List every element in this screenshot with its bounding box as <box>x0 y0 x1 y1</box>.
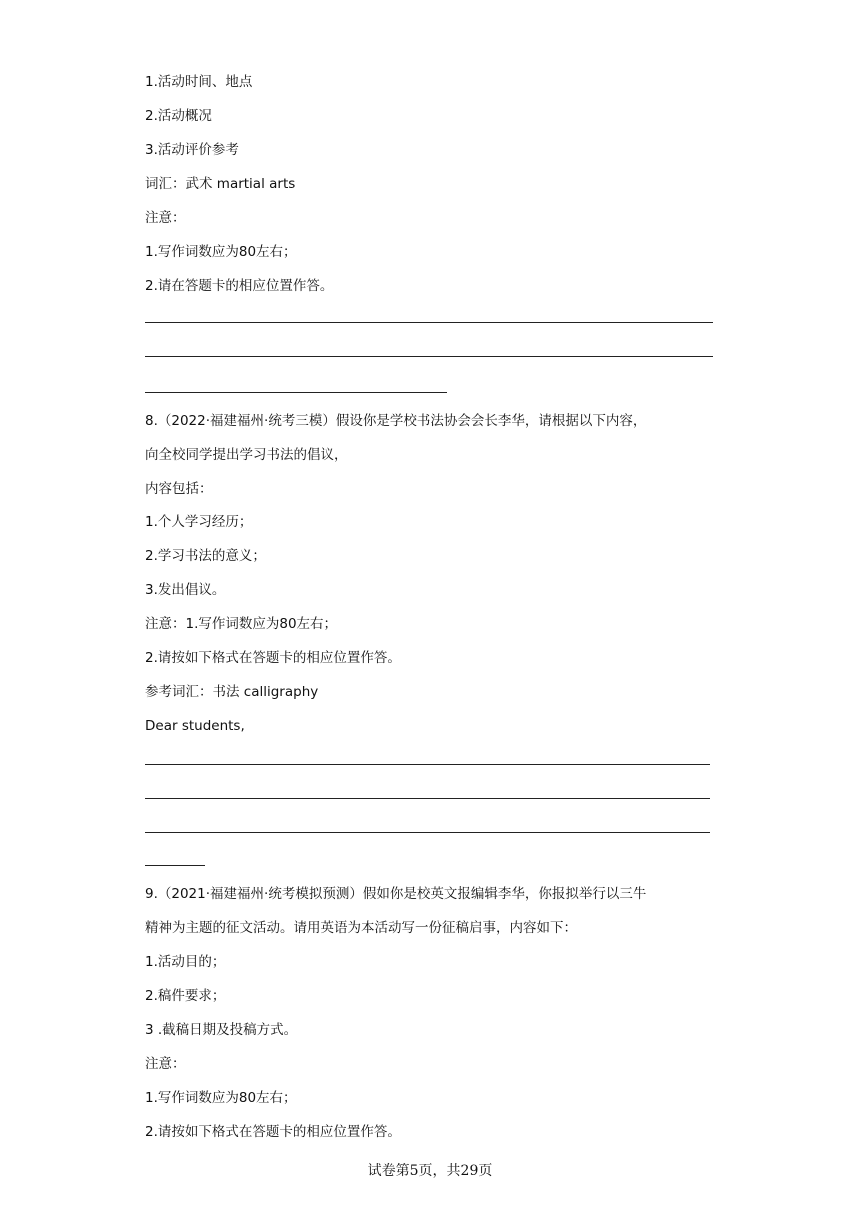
vocabulary-line: 词汇：武术 martial arts <box>145 176 296 192</box>
text-line: 向全校同学提出学习书法的倡议， <box>145 447 348 463</box>
answer-line <box>145 865 205 866</box>
greeting-line: Dear students, <box>145 718 245 734</box>
text-line: 注意：1.写作词数应为80左右； <box>145 616 338 632</box>
answer-line <box>145 356 713 357</box>
text-line: 2.学习书法的意义； <box>145 548 266 564</box>
question-9-title: 9.（2021·福建福州·统考模拟预测）假如你是校英文报编辑李华，你报拟举行以三牛 <box>145 886 647 902</box>
text-line: 1.活动目的； <box>145 954 226 970</box>
answer-line <box>145 832 710 833</box>
answer-line <box>145 392 447 393</box>
answer-line <box>145 798 710 799</box>
text-line: 2.请按如下格式在答题卡的相应位置作答。 <box>145 1124 401 1140</box>
text-line: 2.活动概况 <box>145 108 212 124</box>
text-line: 3 .截稿日期及投稿方式。 <box>145 1022 298 1038</box>
text-line: 注意： <box>145 1056 186 1072</box>
text-line: 2.请在答题卡的相应位置作答。 <box>145 278 334 294</box>
text-line: 精神为主题的征文活动。请用英语为本活动写一份征稿启事，内容如下： <box>145 920 577 936</box>
text-line: 2.请按如下格式在答题卡的相应位置作答。 <box>145 650 401 666</box>
vocabulary-line: 参考词汇：书法 calligraphy <box>145 684 319 700</box>
answer-line <box>145 322 713 323</box>
text-line: 2.稿件要求； <box>145 988 226 1004</box>
text-line: 1.写作词数应为80左右； <box>145 244 297 260</box>
question-8-title: 8.（2022·福建福州·统考三模）假设你是学校书法协会会长李华，请根据以下内容， <box>145 413 647 429</box>
text-line: 1.写作词数应为80左右； <box>145 1090 297 1106</box>
text-line: 注意： <box>145 210 186 226</box>
text-line: 内容包括： <box>145 481 213 497</box>
answer-line <box>145 764 710 765</box>
text-line: 1.个人学习经历； <box>145 514 253 530</box>
text-line: 1.活动时间、地点 <box>145 74 253 90</box>
text-line: 3.发出倡议。 <box>145 582 226 598</box>
text-line: 3.活动评价参考 <box>145 142 239 158</box>
page-footer: 试卷第5页，共29页 <box>367 1163 493 1179</box>
